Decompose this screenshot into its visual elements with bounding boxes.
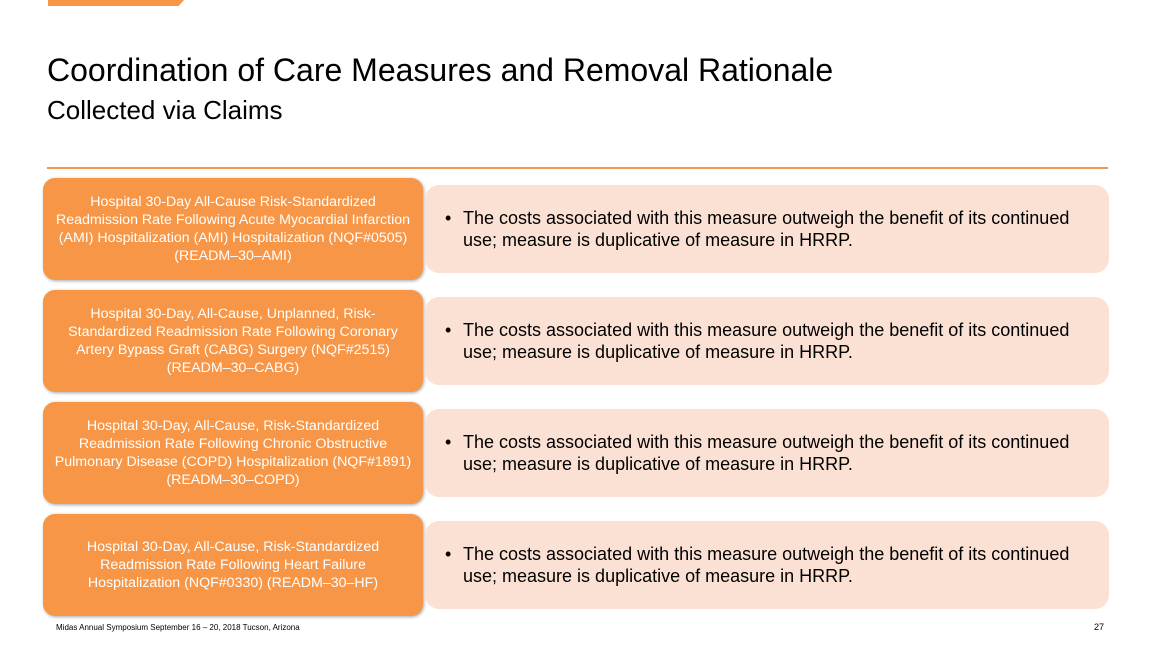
slide-title: Coordination of Care Measures and Removal Rationale [47,52,834,88]
bullet-icon: • [445,320,452,340]
rationale-panel [425,409,1109,497]
measure-name: Hospital 30-Day, All-Cause, Unplanned, Risk-Standardized Readmission Rate Following Coronary Artery Bypass Graft (CABG) Surgery (NQF#2515) (READM–30–CABG) [68,306,398,376]
rationale-text: The costs associated with this measure outweigh the benefit of its continued use; measure is duplicative of measure in HRRP. [463,320,1070,362]
measure-row [43,521,1109,621]
measure-name: Hospital 30-Day, All-Cause, Risk-Standardized Readmission Rate Following Heart Failure Hospitalization (NQF#0330) (READM–30–HF) [86,539,380,591]
rationale-panel [425,297,1109,385]
bullet-icon: • [445,544,452,564]
measure-name: Hospital 30-Day, All-Cause, Risk-Standardized Readmission Rate Following Chronic Obstructive Pulmonary Disease (COPD) Hospitalization (NQF#1891) (READM–30–COPD) [54,418,412,488]
rationale-panel [425,185,1109,273]
measure-row [43,409,1109,509]
measure-row [43,297,1109,397]
measure-name-box [43,290,423,392]
measure-row [43,185,1109,285]
rationale-panel [425,521,1109,609]
bullet-icon: • [445,208,452,228]
rationale-text: The costs associated with this measure outweigh the benefit of its continued use; measure is duplicative of measure in HRRP. [463,208,1070,250]
page-number: 27 [1094,622,1105,632]
measure-name-box [43,402,423,504]
measure-name-box [43,178,423,280]
bullet-icon: • [445,432,452,452]
slide-subtitle: Collected via Claims [47,95,283,125]
footer-event: Midas Annual Symposium September 16 – 20, 2018 Tucson, Arizona [56,623,300,632]
top-accent-tab [48,0,184,6]
rationale-text: The costs associated with this measure outweigh the benefit of its continued use; measure is duplicative of measure in HRRP. [463,544,1070,586]
title-divider [47,167,1108,169]
rationale-text: The costs associated with this measure outweigh the benefit of its continued use; measure is duplicative of measure in HRRP. [463,432,1070,474]
measure-name-box [43,514,423,616]
measure-name: Hospital 30-Day All-Cause Risk-Standardized Readmission Rate Following Acute Myocardial Infarction (AMI) Hospitalization (AMI) Hospitalization (NQF#0505) (READM–30–AMI) [55,194,411,264]
